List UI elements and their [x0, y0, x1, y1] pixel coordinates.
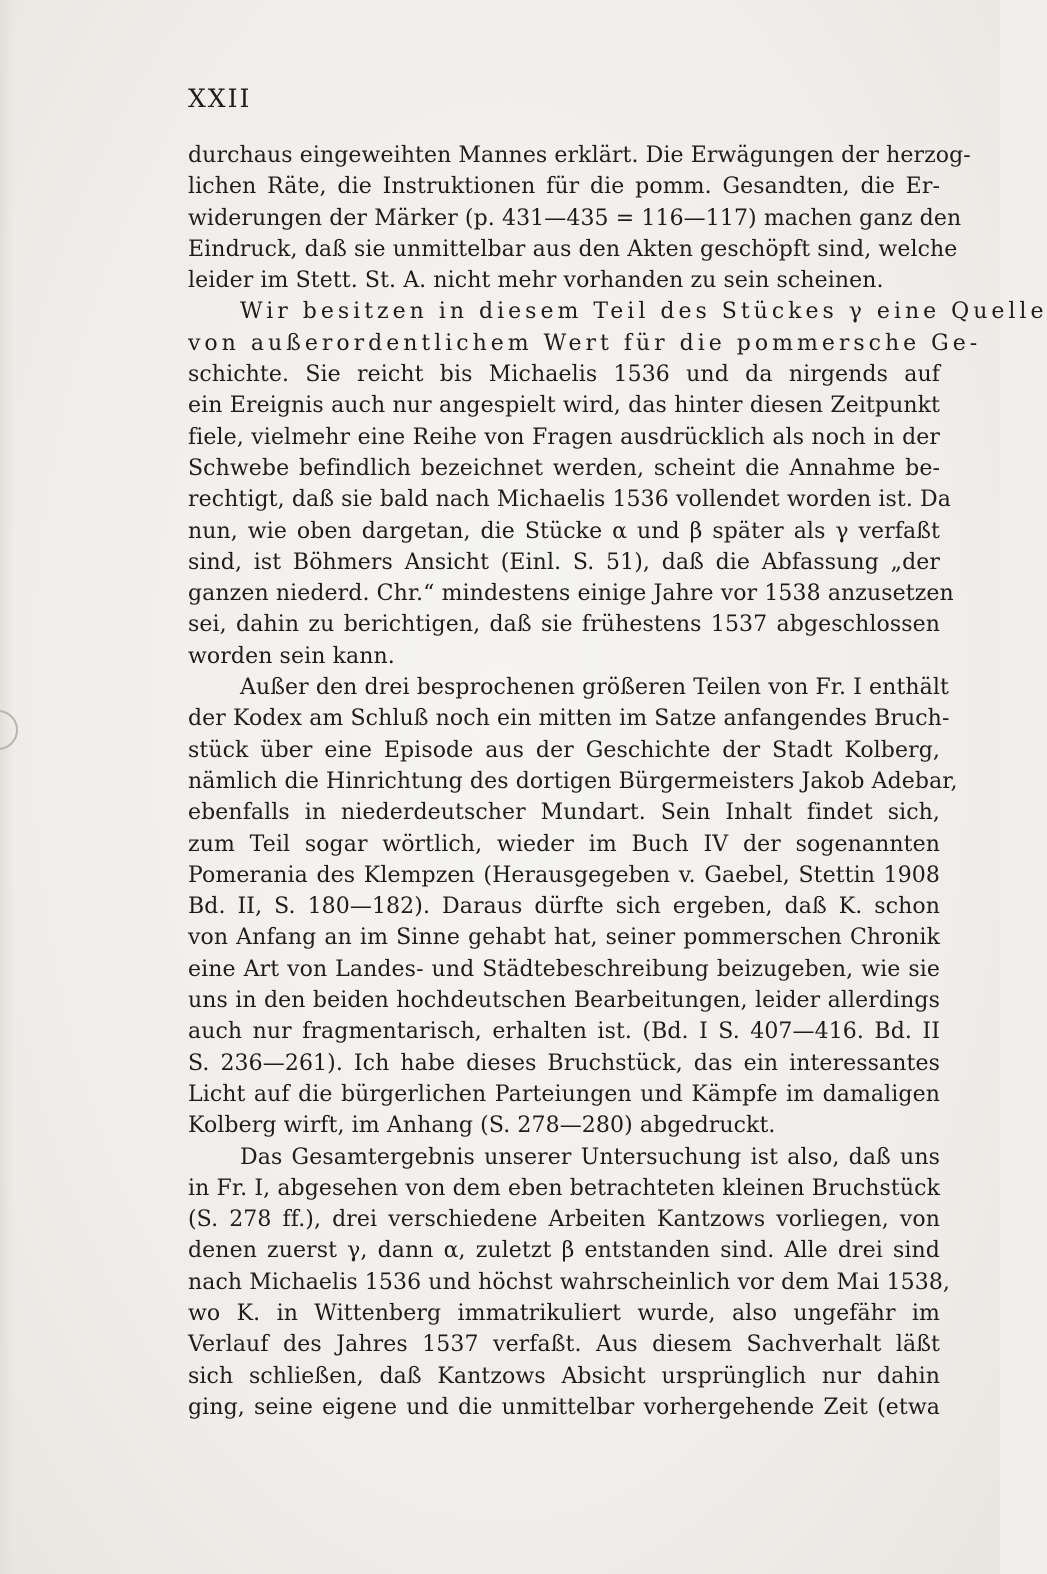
text-line: eine Art von Landes- und Städtebeschreibung beizugeben, wie sie [188, 956, 940, 982]
text-line: nach Michaelis 1536 und höchst wahrscheinlich vor dem Mai 1538, [188, 1269, 951, 1295]
text-line: Wir besitzen in diesem Teil des Stückes γ eine Quelle [240, 299, 1047, 325]
page-number: XXII [188, 84, 252, 113]
text-line: fiele, vielmehr eine Reihe von Fragen ausdrücklich als noch in der [188, 424, 940, 450]
text-line: Außer den drei besprochenen größeren Teilen von Fr. I enthält [240, 675, 949, 701]
text-line: rechtigt, daß sie bald nach Michaelis 1536 vollendet worden ist. Da [188, 487, 951, 513]
text-line: S. 236—261). Ich habe dieses Bruchstück, das ein interessantes [188, 1050, 940, 1076]
text-line: Verlauf des Jahres 1537 verfaßt. Aus diesem Sachverhalt läßt [188, 1332, 940, 1358]
text-line: Schwebe befindlich bezeichnet werden, scheint die Annahme be- [188, 455, 940, 481]
body-text [188, 140, 1047, 1423]
text-line: (S. 278 ff.), drei verschiedene Arbeiten Kantzows vorliegen, von [188, 1207, 940, 1233]
punch-hole-mark [0, 710, 18, 750]
text-line: von Anfang an im Sinne gehabt hat, seiner pommerschen Chronik [188, 925, 940, 951]
text-line: in Fr. I, abgesehen von dem eben betrachteten kleinen Bruchstück [188, 1175, 940, 1201]
text-line: worden sein kann. [188, 643, 395, 669]
text-line: durchaus eingeweihten Mannes erklärt. Die Erwägungen der herzog- [188, 143, 971, 168]
text-line: sind, ist Böhmers Ansicht (Einl. S. 51), daß die Abfassung „der [188, 549, 940, 575]
text-line: leider im Stett. St. A. nicht mehr vorhanden zu sein scheinen. [188, 268, 884, 294]
text-line: Eindruck, daß sie unmittelbar aus den Akten geschöpft sind, welche [188, 236, 958, 262]
text-line: Licht auf die bürgerlichen Parteiungen und Kämpfe im damaligen [188, 1081, 940, 1107]
text-line: der Kodex am Schluß noch ein mitten im Satze anfangendes Bruch- [188, 706, 950, 732]
text-line: Bd. II, S. 180—182). Daraus dürfte sich ergeben, daß K. schon [188, 894, 940, 920]
text-line: auch nur fragmentarisch, erhalten ist. (Bd. I S. 407—416. Bd. II [188, 1019, 940, 1045]
text-line: ganzen niederd. Chr.“ mindestens einige Jahre vor 1538 anzusetzen [188, 581, 954, 607]
text-line: widerungen der Märker (p. 431—435 = 116—117) machen ganz den [188, 205, 962, 231]
text-line: sei, dahin zu berichtigen, daß sie frühestens 1537 abgeschlossen [188, 612, 940, 638]
text-line: schichte. Sie reicht bis Michaelis 1536 und da nirgends auf [188, 362, 940, 388]
text-line: Das Gesamtergebnis unserer Untersuchung ist also, daß uns [240, 1144, 940, 1170]
text-line: ein Ereignis auch nur angespielt wird, das hinter diesen Zeitpunkt [188, 393, 940, 419]
text-line: stück über eine Episode aus der Geschichte der Stadt Kolberg, [188, 737, 940, 763]
text-line: ging, seine eigene und die unmittelbar vorhergehende Zeit (etwa [188, 1394, 940, 1420]
page-binding-shadow [0, 0, 14, 1574]
text-line: sich schließen, daß Kantzows Absicht ursprünglich nur dahin [188, 1363, 940, 1389]
text-line: denen zuerst γ, dann α, zuletzt β entstanden sind. Alle drei sind [188, 1238, 940, 1264]
text-line: nämlich die Hinrichtung des dortigen Bürgermeisters Jakob Adebar, [188, 768, 958, 794]
text-line: Pomerania des Klempzen (Herausgegeben v. Gaebel, Stettin 1908 [188, 862, 940, 888]
text-line: zum Teil sogar wörtlich, wieder im Buch IV der sogenannten [188, 831, 940, 857]
text-line: uns in den beiden hochdeutschen Bearbeitungen, leider allerdings [188, 988, 940, 1014]
text-line: Kolberg wirft, im Anhang (S. 278—280) abgedruckt. [188, 1113, 776, 1139]
text-line: wo K. in Wittenberg immatrikuliert wurde, also ungefähr im [188, 1300, 940, 1326]
text-line: lichen Räte, die Instruktionen für die pomm. Gesandten, die Er- [188, 174, 940, 200]
text-line: nun, wie oben dargetan, die Stücke α und β später als γ verfaßt [188, 518, 940, 544]
text-line: von außerordentlichem Wert für die pommersche Ge- [188, 330, 982, 356]
text-line: ebenfalls in niederdeutscher Mundart. Sein Inhalt findet sich, [188, 800, 940, 826]
